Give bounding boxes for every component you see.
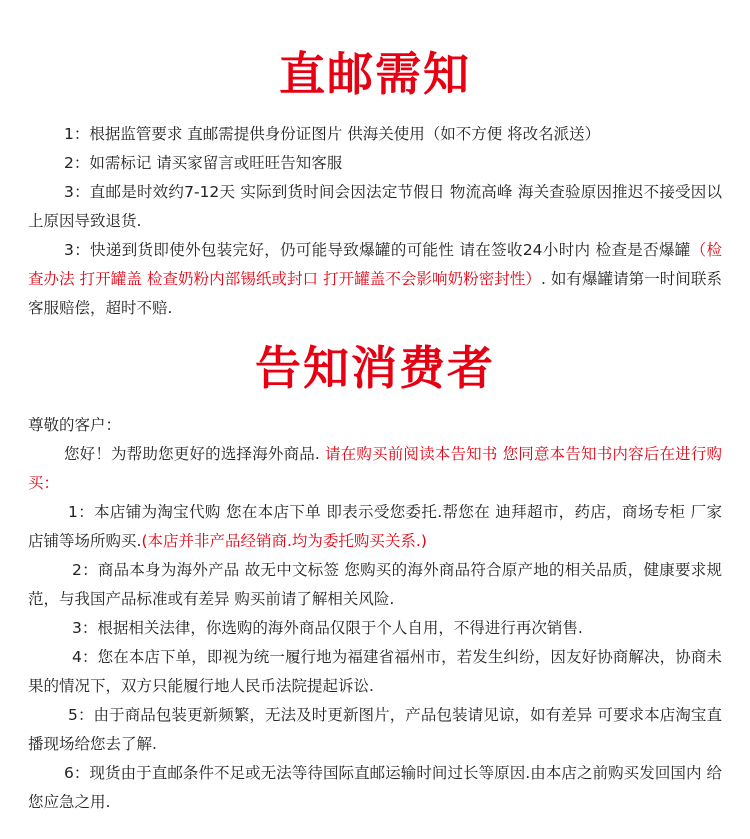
notice-item-4-check-method: （检查办法 打开罐盖 检查奶粉内部锡纸或封口 打开罐盖不会影响奶粉密封性） bbox=[28, 241, 722, 288]
direct-mail-notice-body bbox=[28, 120, 722, 323]
notice-item-1: 1：根据监管要求 直邮需提供身份证图片 供海关使用（如不方便 将改名派送） bbox=[64, 125, 601, 143]
notice-item-4-text: 3：快递到货即使外包装完好，仍可能导致爆罐的可能性 请在签收24小时内 检查是否爆罐 bbox=[64, 241, 691, 259]
intro-warning: 请在购买前阅读本告知书 您同意本告知书内容后在进行购买： bbox=[28, 445, 722, 492]
intro-text: 您好！为帮助您更好的选择海外商品. bbox=[64, 445, 325, 463]
consumer-item-6: 6：现货由于直邮条件不足或无法等待国际直邮运输时间过长等原因.由本店之前购买发回国内 给您应急之用. bbox=[28, 764, 722, 811]
consumer-notice-title: 告知消费者 bbox=[255, 341, 495, 395]
consumer-item-4: 4：您在本店下单，即视为统一履行地为福建省福州市，若发生纠纷，因友好协商解决，协商未果的情况下，双方只能履行地人民币法院提起诉讼. bbox=[28, 648, 722, 695]
notice-item-4 bbox=[28, 236, 722, 323]
consumer-item-2: 2：商品本身为海外产品 故无中文标签 您购买的海外商品符合原产地的相关品质，健康要求规范，与我国产品标准或有差异 购买前请了解相关风险. bbox=[28, 561, 722, 608]
direct-mail-notice-title: 直邮需知 bbox=[279, 47, 471, 101]
notice-item-2: 2：如需标记 请买家留言或旺旺告知客服 bbox=[64, 154, 343, 172]
consumer-item-1-note: (本店并非产品经销商.均为委托购买关系.) bbox=[141, 532, 427, 550]
consumer-item-3: 3：根据相关法律，你选购的海外商品仅限于个人自用，不得进行再次销售. bbox=[72, 619, 583, 637]
greeting: 尊敬的客户： bbox=[28, 416, 122, 434]
consumer-item-1 bbox=[28, 498, 722, 556]
consumer-item-5: 5：由于商品包装更新频繁，无法及时更新图片，产品包装请见谅，如有差异 可要求本店淘宝直播现场给您去了解. bbox=[28, 706, 722, 753]
consumer-item-1-text: 1：本店铺为淘宝代购 您在本店下单 即表示受您委托.帮您在 迪拜超市，药店，商场专柜 厂家 店铺等场所购买. bbox=[28, 503, 722, 550]
notice-item-4-compensation: . 如有爆罐请第一时间联系客服赔偿，超时不赔. bbox=[28, 270, 722, 317]
consumer-notice-body bbox=[28, 411, 722, 817]
intro bbox=[28, 440, 722, 498]
notice-item-3: 3：直邮是时效约7-12天 实际到货时间会因法定节假日 物流高峰 海关查验原因推迟不接受因以上原因导致退货. bbox=[28, 183, 722, 230]
